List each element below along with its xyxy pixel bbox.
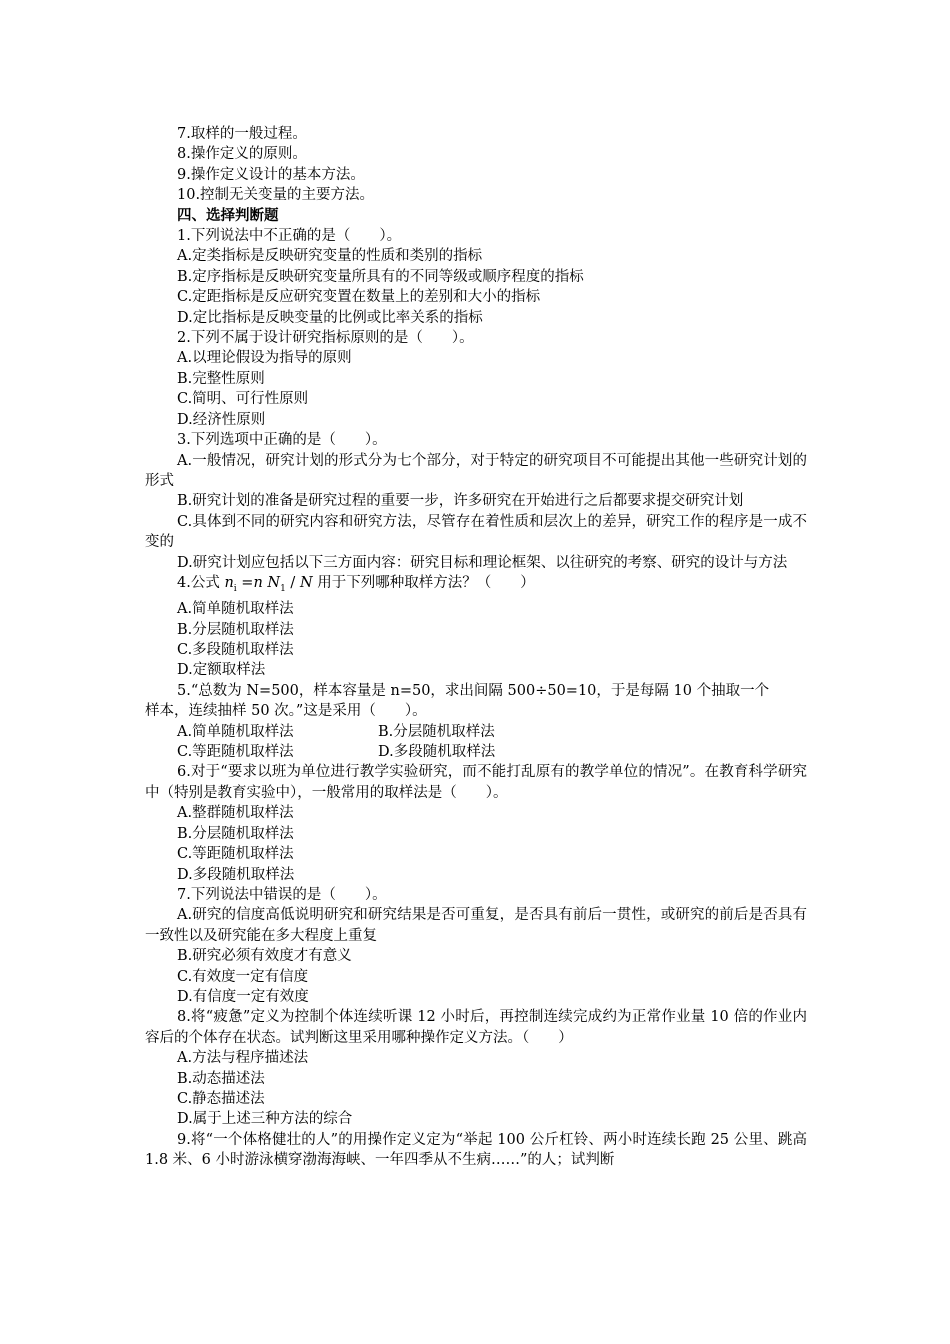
formula-eq: = xyxy=(236,574,254,591)
q2-option-c: C.简明、可行性原则 xyxy=(177,391,309,408)
formula-1: 1 xyxy=(280,583,286,594)
q5-option-b: B.分层随机取样法 xyxy=(378,723,495,740)
formula-i: i xyxy=(233,583,237,594)
item-7: 7.取样的一般过程。 xyxy=(177,126,307,142)
q5-stem-line1: 5.“总数为 N=500，样本容量是 n=50，求出间隔 500÷50=10，于是每隔 10 个抽取一个 xyxy=(177,682,770,699)
q1-option-d: D.定比指标是反映变量的比例或比率关系的指标 xyxy=(177,309,483,326)
q8-option-c: C.静态描述法 xyxy=(177,1090,265,1107)
q7-option-d: D.有信度一定有效度 xyxy=(177,988,309,1005)
q9-stem: 9.将“一个体格健壮的人”的用操作定义定为“举起 100 公斤杠铃、两小时连续长跑 25 公里、跳高 1.8 米、6 小时游泳横穿渤海海峡、一年四季从不生病……”的人；试判断 xyxy=(145,1131,807,1169)
q3-option-d: D.研究计划应包括以下三方面内容：研究目标和理论框架、以往研究的考察、研究的设计与方法 xyxy=(177,554,788,571)
q8-option-d: D.属于上述三种方法的综合 xyxy=(177,1111,353,1128)
q4-option-d: D.定额取样法 xyxy=(177,662,266,679)
q2-stem: 2.下列不属于设计研究指标原则的是（ ）。 xyxy=(177,330,474,347)
q4-option-c: C.多段随机取样法 xyxy=(177,642,294,659)
q5-option-d: D.多段随机取样法 xyxy=(378,744,496,761)
q2-option-a: A.以理论假设为指导的原则 xyxy=(177,350,352,367)
item-10: 10.控制无关变量的主要方法。 xyxy=(177,187,375,204)
q3-stem: 3.下列选项中正确的是（ ）。 xyxy=(177,432,387,449)
q3-option-a: A.一般情况，研究计划的形式分为七个部分，对于特定的研究项目不可能提出其他一些研究计划的形式 xyxy=(145,452,807,489)
q7-option-a: A.研究的信度高低说明研究和研究结果是否可重复，是否具有前后一贯性，或研究的前后是否具有一致性以及研究能在多大程度上重复 xyxy=(145,907,807,944)
q6-stem: 6.对于“要求以班为单位进行教学实验研究，而不能打乱原有的教学单位的情况”。在教育科学研究中（特别是教育实验中），一般常用的取样法是（ ）。 xyxy=(145,764,807,801)
q5-options-row2 xyxy=(145,742,807,762)
q2-option-d: D.经济性原则 xyxy=(177,411,266,428)
formula-N: N xyxy=(262,574,281,591)
q6-option-d: D.多段随机取样法 xyxy=(177,866,295,883)
q5-option-c: C.等距随机取样法 xyxy=(177,744,294,761)
q2-option-b: B.完整性原则 xyxy=(177,370,265,387)
q8-option-b: B.动态描述法 xyxy=(177,1070,265,1087)
q4-stem xyxy=(145,573,807,599)
q6-option-c: C.等距随机取样法 xyxy=(177,846,294,863)
q7-option-c: C.有效度一定有信度 xyxy=(177,968,309,985)
formula-n2: n xyxy=(253,574,263,591)
q1-option-a: A.定类指标是反映研究变量的性质和类别的指标 xyxy=(177,248,483,265)
q7-option-b: B.研究必须有效度才有意义 xyxy=(177,948,352,965)
q8-option-a: A.方法与程序描述法 xyxy=(177,1050,309,1067)
q4-option-a: A.简单随机取样法 xyxy=(177,601,294,618)
q1-option-b: B.定序指标是反映研究变量所具有的不同等级或顺序程度的指标 xyxy=(177,268,584,285)
item-9: 9.操作定义设计的基本方法。 xyxy=(177,166,365,183)
q1-stem: 1.下列说法中不正确的是（ ）。 xyxy=(177,228,402,245)
section-heading: 四、选择判断题 xyxy=(177,206,279,224)
q4-stem-suffix: 用于下列哪种取样方法？（ ） xyxy=(312,574,535,591)
q5-options-row1 xyxy=(145,722,807,742)
q3-option-b: B.研究计划的准备是研究过程的重要一步，许多研究在开始进行之后都要求提交研究计划 xyxy=(177,493,744,510)
formula-slash: / xyxy=(285,574,300,591)
q7-stem: 7.下列说法中错误的是（ ）。 xyxy=(177,886,387,903)
q5-option-a: A.简单随机取样法 xyxy=(177,723,294,740)
q4-stem-prefix: 4.公式 xyxy=(177,574,225,591)
formula-n: n xyxy=(224,574,234,591)
q4-option-b: B.分层随机取样法 xyxy=(177,621,294,638)
q6-option-b: B.分层随机取样法 xyxy=(177,825,294,842)
q6-option-a: A.整群随机取样法 xyxy=(177,805,294,822)
q1-option-c: C.定距指标是反应研究变置在数量上的差别和大小的指标 xyxy=(177,289,541,306)
q5-stem-line2: 样本，连续抽样 50 次。”这是采用（ ）。 xyxy=(145,703,427,720)
document-body xyxy=(145,124,807,1171)
q3-option-c: C.具体到不同的研究内容和研究方法，尽管存在着性质和层次上的差异，研究工作的程序是一成不变的 xyxy=(145,513,807,551)
q8-stem: 8.将“疲惫”定义为控制个体连续听课 12 小时后，再控制连续完成约为正常作业量 10 倍的作业内容后的个体存在状态。试判断这里采用哪种操作定义方法。（ ） xyxy=(145,1009,807,1046)
formula-N2: N xyxy=(299,574,313,591)
item-8: 8.操作定义的原则。 xyxy=(177,146,307,163)
